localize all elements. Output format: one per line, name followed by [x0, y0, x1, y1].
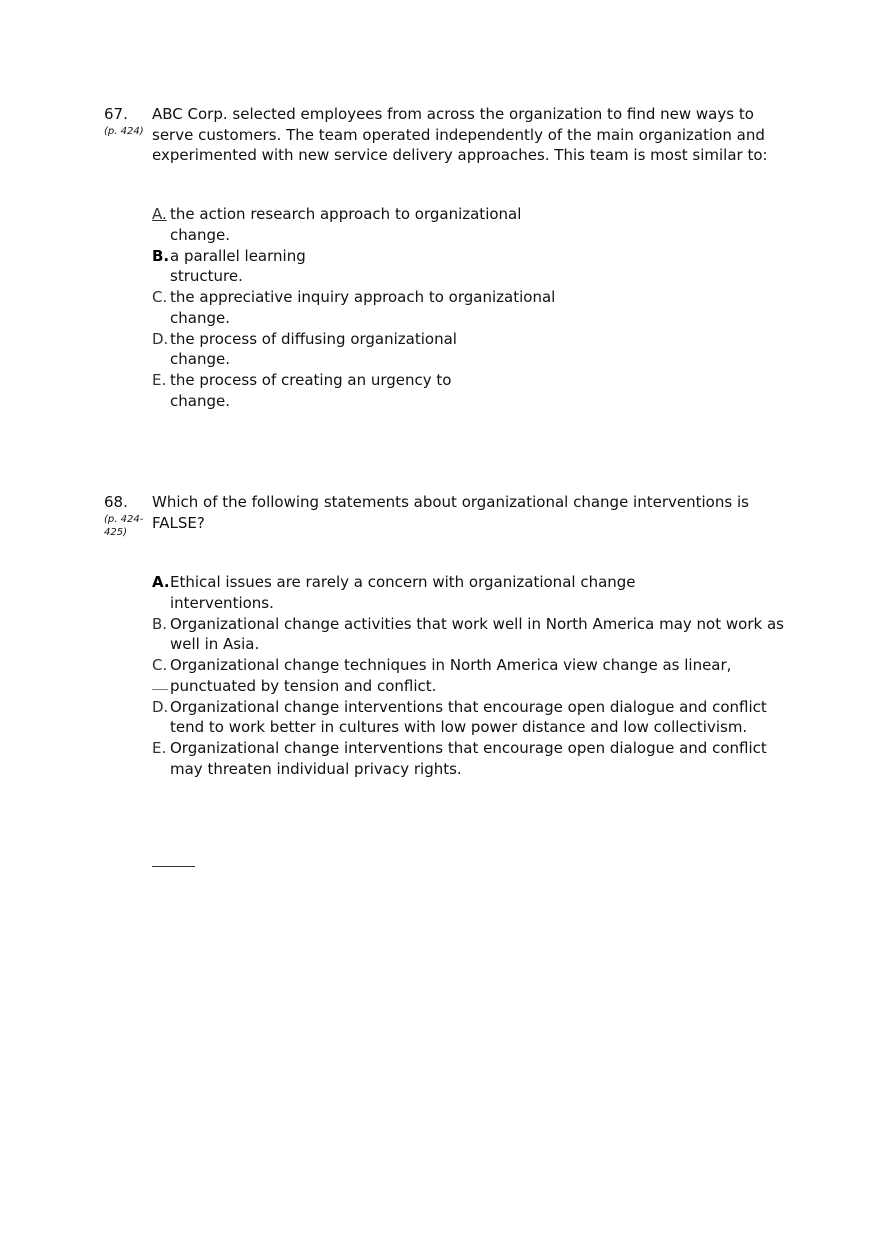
option-b[interactable]	[152, 614, 790, 655]
option-b[interactable]	[152, 246, 320, 287]
answer-options	[152, 572, 782, 780]
option-text: Organizational change activities that work well in North America may not work as well in Asia.	[170, 614, 784, 653]
option-a[interactable]	[152, 572, 650, 613]
option-text: the action research approach to organizational change.	[170, 205, 522, 244]
option-letter: E.	[152, 371, 167, 389]
option-text: Organizational change techniques in North America view change as linear, punctuated by tension and conflict.	[170, 656, 732, 695]
option-text: Organizational change interventions that encourage open dialogue and conflict tend to work better in cultures with low power distance and low collectivism.	[170, 697, 767, 736]
question-text: ABC Corp. selected employees from across the organization to find new ways to serve customers. The team operated independently of the main organization and experimented with new service delivery approaches. This team is most similar to:	[152, 105, 768, 164]
option-e[interactable]	[152, 370, 470, 411]
option-c[interactable]	[152, 655, 750, 696]
question-number: 68.	[104, 493, 128, 511]
option-e[interactable]	[152, 738, 795, 779]
answer-blank-line	[152, 689, 168, 690]
option-letter: B.	[152, 614, 168, 633]
page-reference: (p. 424)	[104, 126, 144, 137]
page-reference: (p. 424-425)	[104, 514, 144, 538]
option-letter: C.	[152, 656, 168, 674]
option-letter: D.	[152, 329, 169, 348]
option-text: Ethical issues are rarely a concern with organizational change interventions.	[170, 573, 636, 612]
answer-blank-line	[152, 866, 195, 867]
option-d[interactable]	[152, 329, 470, 370]
option-letter: A.	[152, 573, 170, 591]
question-text: Which of the following statements about organizational change interventions is FALSE?	[152, 493, 749, 532]
option-a[interactable]	[152, 204, 530, 245]
option-letter: D.	[152, 697, 169, 716]
option-text: a parallel learning structure.	[170, 246, 306, 285]
option-text: Organizational change interventions that encourage open dialogue and conflict may threaten individual privacy rights.	[170, 739, 767, 778]
option-text: the process of diffusing organizational change.	[170, 329, 457, 368]
option-letter: B.	[152, 246, 170, 265]
answer-options	[152, 204, 782, 412]
option-letter: E.	[152, 739, 167, 757]
option-text: the process of creating an urgency to change.	[170, 371, 452, 410]
option-c[interactable]	[152, 287, 570, 328]
option-text: the appreciative inquiry approach to organizational change.	[170, 288, 556, 327]
question-number: 67.	[104, 105, 128, 123]
option-letter: C.	[152, 288, 168, 306]
option-d[interactable]	[152, 697, 795, 738]
option-letter: A.	[152, 205, 167, 223]
